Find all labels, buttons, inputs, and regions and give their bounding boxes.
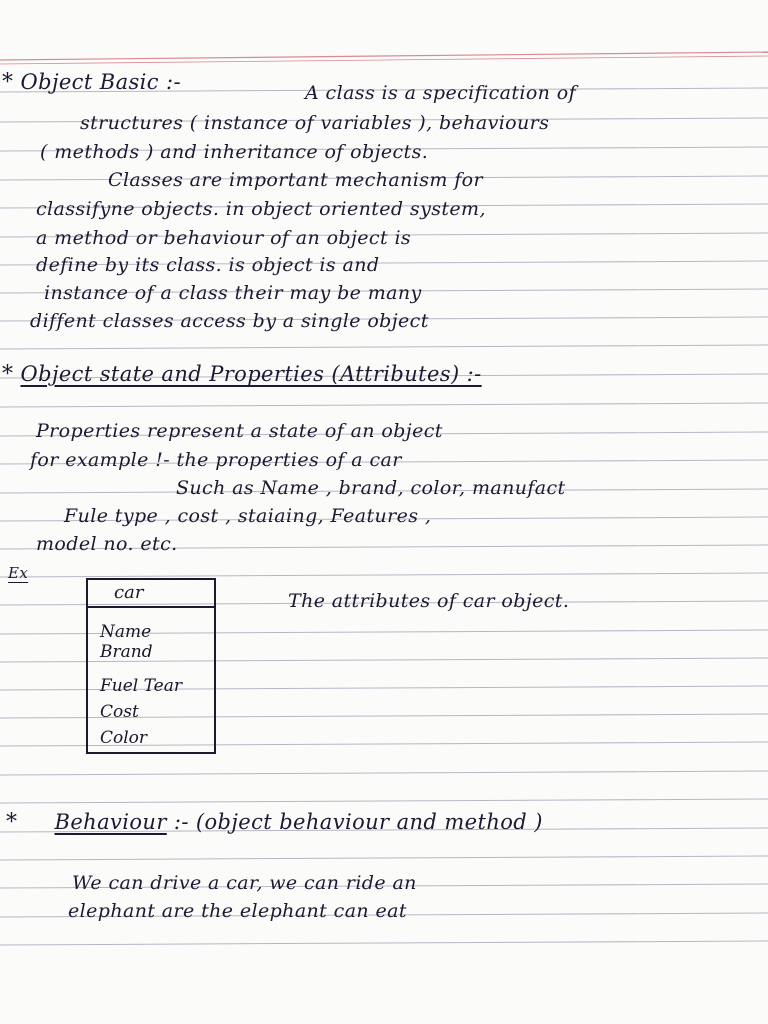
heading-suffix: :- (object behaviour and method ) bbox=[173, 810, 543, 834]
text-line: We can drive a car, we can ride an bbox=[72, 872, 417, 894]
class-attribute: Name bbox=[100, 622, 152, 642]
text-line: Fule type , cost , staiaing, Features , bbox=[64, 505, 432, 527]
section-heading-object-state bbox=[2, 362, 482, 387]
star-bullet-icon: * bbox=[2, 362, 14, 387]
text-line: A class is a specification of bbox=[305, 82, 577, 104]
text-line: structures ( instance of variables ), behaviours bbox=[80, 112, 550, 134]
text-line: classifyne objects. in object oriented system, bbox=[36, 198, 486, 220]
class-box-title: car bbox=[114, 582, 144, 603]
heading-text: Behaviour bbox=[54, 810, 167, 834]
star-bullet-icon: * bbox=[2, 70, 14, 95]
class-attribute: Brand bbox=[100, 642, 153, 662]
text-line: Such as Name , brand, color, manufact bbox=[176, 477, 566, 499]
box-caption: The attributes of car object. bbox=[288, 590, 570, 612]
class-diagram-box bbox=[86, 578, 216, 754]
example-label: Ex bbox=[8, 564, 29, 582]
text-line: elephant are the elephant can eat bbox=[68, 900, 407, 922]
text-line: for example !- the properties of a car bbox=[30, 449, 402, 471]
star-bullet-icon: * bbox=[6, 810, 18, 835]
heading-text: Object Basic :- bbox=[20, 70, 182, 94]
text-line: instance of a class their may be many bbox=[44, 282, 422, 304]
section-heading-behaviour bbox=[6, 810, 543, 835]
class-attribute: Color bbox=[100, 728, 148, 748]
text-line: Classes are important mechanism for bbox=[108, 169, 483, 191]
class-box-header bbox=[88, 580, 214, 608]
text-line: diffent classes access by a single object bbox=[30, 310, 429, 332]
heading-text: Object state and Properties (Attributes) :- bbox=[20, 362, 482, 386]
text-line: ( methods ) and inheritance of objects. bbox=[40, 141, 429, 163]
class-attribute: Cost bbox=[100, 702, 139, 722]
text-line: define by its class. is object is and bbox=[36, 254, 380, 276]
class-attribute: Fuel Tear bbox=[100, 676, 182, 696]
section-heading-object-basic bbox=[2, 70, 181, 95]
text-line: a method or behaviour of an object is bbox=[36, 227, 412, 249]
text-line: Properties represent a state of an object bbox=[36, 420, 443, 442]
text-line: model no. etc. bbox=[36, 533, 178, 555]
